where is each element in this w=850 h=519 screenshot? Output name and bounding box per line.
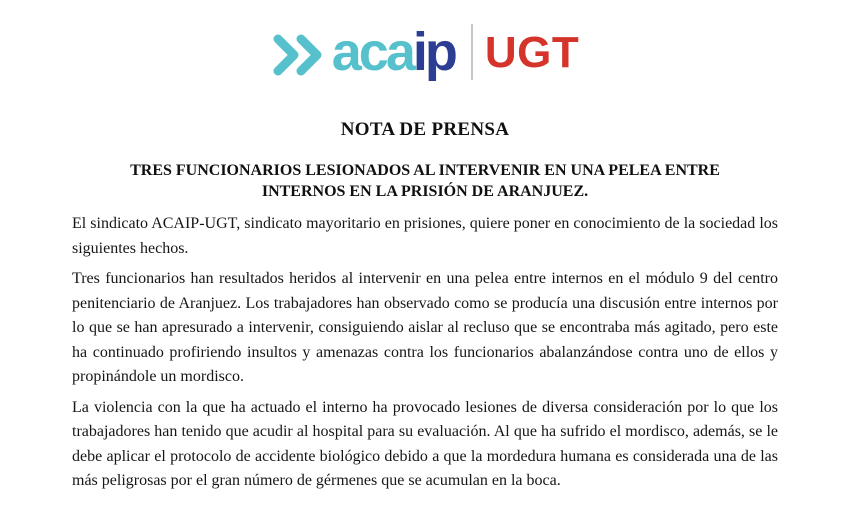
headline-line-2: INTERNOS EN LA PRISIÓN DE ARANJUEZ.: [261, 183, 589, 200]
document-body: [72, 212, 778, 494]
document-headline: [72, 160, 778, 202]
logo-divider: [471, 24, 473, 80]
document-kicker: NOTA DE PRENSA: [340, 119, 510, 140]
acaip-wordmark: [331, 22, 455, 82]
paragraph-3: La violencia con la que ha actuado el interno ha provocado lesiones de diversa consideración por lo que los trabajadores han tenido que acudir al hospital para su evaluación. Al que ha sufrido el mordisco, además, se le debe aplicar el protocolo de accidente biológico debido a que la mordedura humana es considerada una de las más peligrosas por el gran número de gérmenes que se acumulan en la boca.: [72, 398, 778, 489]
acaip-wordmark-teal-part: aca: [331, 22, 413, 82]
ugt-wordmark: UGT: [484, 28, 580, 77]
double-chevron-right-icon: [271, 32, 325, 78]
paragraph-1: El sindicato ACAIP-UGT, sindicato mayoritario en prisiones, quiere poner en conocimiento de la sociedad los siguientes hechos.: [72, 215, 778, 257]
acaip-ugt-logo: [72, 14, 778, 90]
headline-line-1: TRES FUNCIONARIOS LESIONADOS AL INTERVENIR EN UNA PELEA ENTRE: [130, 162, 720, 179]
acaip-wordmark-blue-part: ip: [412, 22, 455, 82]
paragraph-2: Tres funcionarios han resultados heridos al intervenir en una pelea entre internos en el módulo 9 del centro penitenciario de Aranjuez. Los trabajadores han observado como se producía una discusión entre internos por lo que se han apresurado a intervenir, consiguiendo aislar al recluso que se encontraba más agitado, pero este ha continuado profiriendo insultos y amenazas contra los funcionarios abalanzándose contra uno de ellos y propinándole un mordisco.: [72, 270, 778, 385]
